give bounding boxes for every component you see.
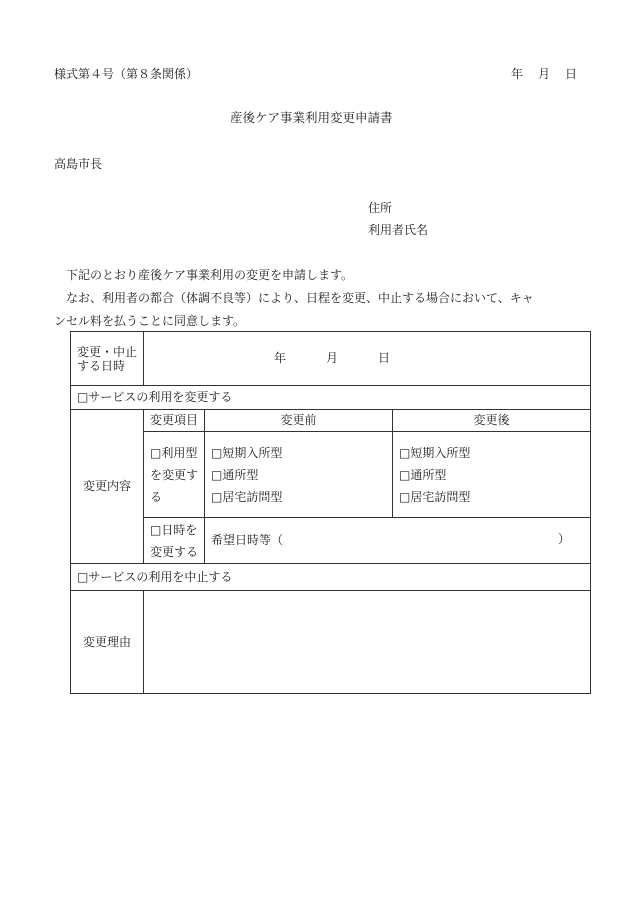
header-date-year: 年 bbox=[511, 67, 524, 81]
address-label: 住所 bbox=[368, 201, 393, 215]
body-line-2: なお、利用者の都合（体調不良等）により、日程を変更、中止する場合において、キャ bbox=[66, 291, 534, 305]
after-header: 変更後 bbox=[393, 410, 591, 432]
change-datetime-line-1: □日時を bbox=[150, 522, 198, 537]
header-date bbox=[511, 67, 577, 81]
application-form-table bbox=[70, 331, 591, 694]
change-type-checkbox[interactable] bbox=[144, 432, 205, 518]
change-datetime-checkbox[interactable] bbox=[144, 518, 205, 564]
cancel-service-checkbox[interactable]: □サービスの利用を中止する bbox=[71, 564, 591, 591]
before-day-visit-checkbox[interactable]: □通所型 bbox=[211, 467, 259, 482]
reason-field[interactable] bbox=[144, 591, 591, 694]
change-type-line-1: □利用型 bbox=[150, 445, 198, 460]
desired-datetime-close: ） bbox=[558, 532, 571, 546]
header-date-month: 月 bbox=[538, 67, 551, 81]
date-day: 日 bbox=[378, 351, 391, 366]
date-month: 月 bbox=[326, 351, 339, 366]
before-home-visit-checkbox[interactable]: □居宅訪問型 bbox=[211, 489, 283, 504]
addressee: 高島市長 bbox=[54, 157, 103, 171]
before-header: 変更前 bbox=[205, 410, 393, 432]
after-home-visit-checkbox[interactable]: □居宅訪問型 bbox=[399, 489, 471, 504]
change-type-row bbox=[71, 432, 591, 518]
change-type-line-3: る bbox=[150, 489, 163, 504]
document-title: 産後ケア事業利用変更申請書 bbox=[230, 110, 393, 125]
form-number: 様式第４号（第８条関係） bbox=[54, 67, 199, 81]
date-label-cell bbox=[71, 332, 144, 386]
change-header-row bbox=[71, 410, 591, 432]
date-row bbox=[71, 332, 591, 386]
after-short-stay-checkbox[interactable]: □短期入所型 bbox=[399, 445, 471, 460]
desired-datetime-label: 希望日時等（ bbox=[211, 533, 284, 548]
before-options bbox=[205, 432, 393, 518]
applicant-name-label: 利用者氏名 bbox=[368, 223, 429, 237]
date-year: 年 bbox=[274, 351, 287, 366]
after-day-visit-checkbox[interactable]: □通所型 bbox=[399, 467, 447, 482]
cancel-service-row bbox=[71, 564, 591, 591]
body-line-1: 下記のとおり産後ケア事業利用の変更を申請します。 bbox=[66, 268, 354, 282]
date-label-line-1: 変更・中止 bbox=[77, 344, 138, 359]
before-short-stay-checkbox[interactable]: □短期入所型 bbox=[211, 445, 283, 460]
header-date-day: 日 bbox=[565, 67, 578, 81]
change-type-line-2: を変更す bbox=[150, 467, 199, 482]
change-datetime-row bbox=[71, 518, 591, 564]
reason-row bbox=[71, 591, 591, 694]
after-options bbox=[393, 432, 591, 518]
reason-label: 変更理由 bbox=[71, 591, 144, 694]
desired-datetime-field[interactable] bbox=[205, 518, 591, 564]
change-datetime-line-2: 変更する bbox=[150, 544, 199, 559]
body-line-3: ンセル料を払うことに同意します。 bbox=[54, 314, 246, 328]
item-header: 変更項目 bbox=[144, 410, 205, 432]
change-content-label: 変更内容 bbox=[71, 410, 144, 564]
date-input-cell[interactable] bbox=[144, 332, 591, 386]
date-label-line-2: する日時 bbox=[77, 358, 126, 373]
change-service-row bbox=[71, 386, 591, 410]
change-service-checkbox[interactable]: □サービスの利用を変更する bbox=[71, 386, 591, 410]
